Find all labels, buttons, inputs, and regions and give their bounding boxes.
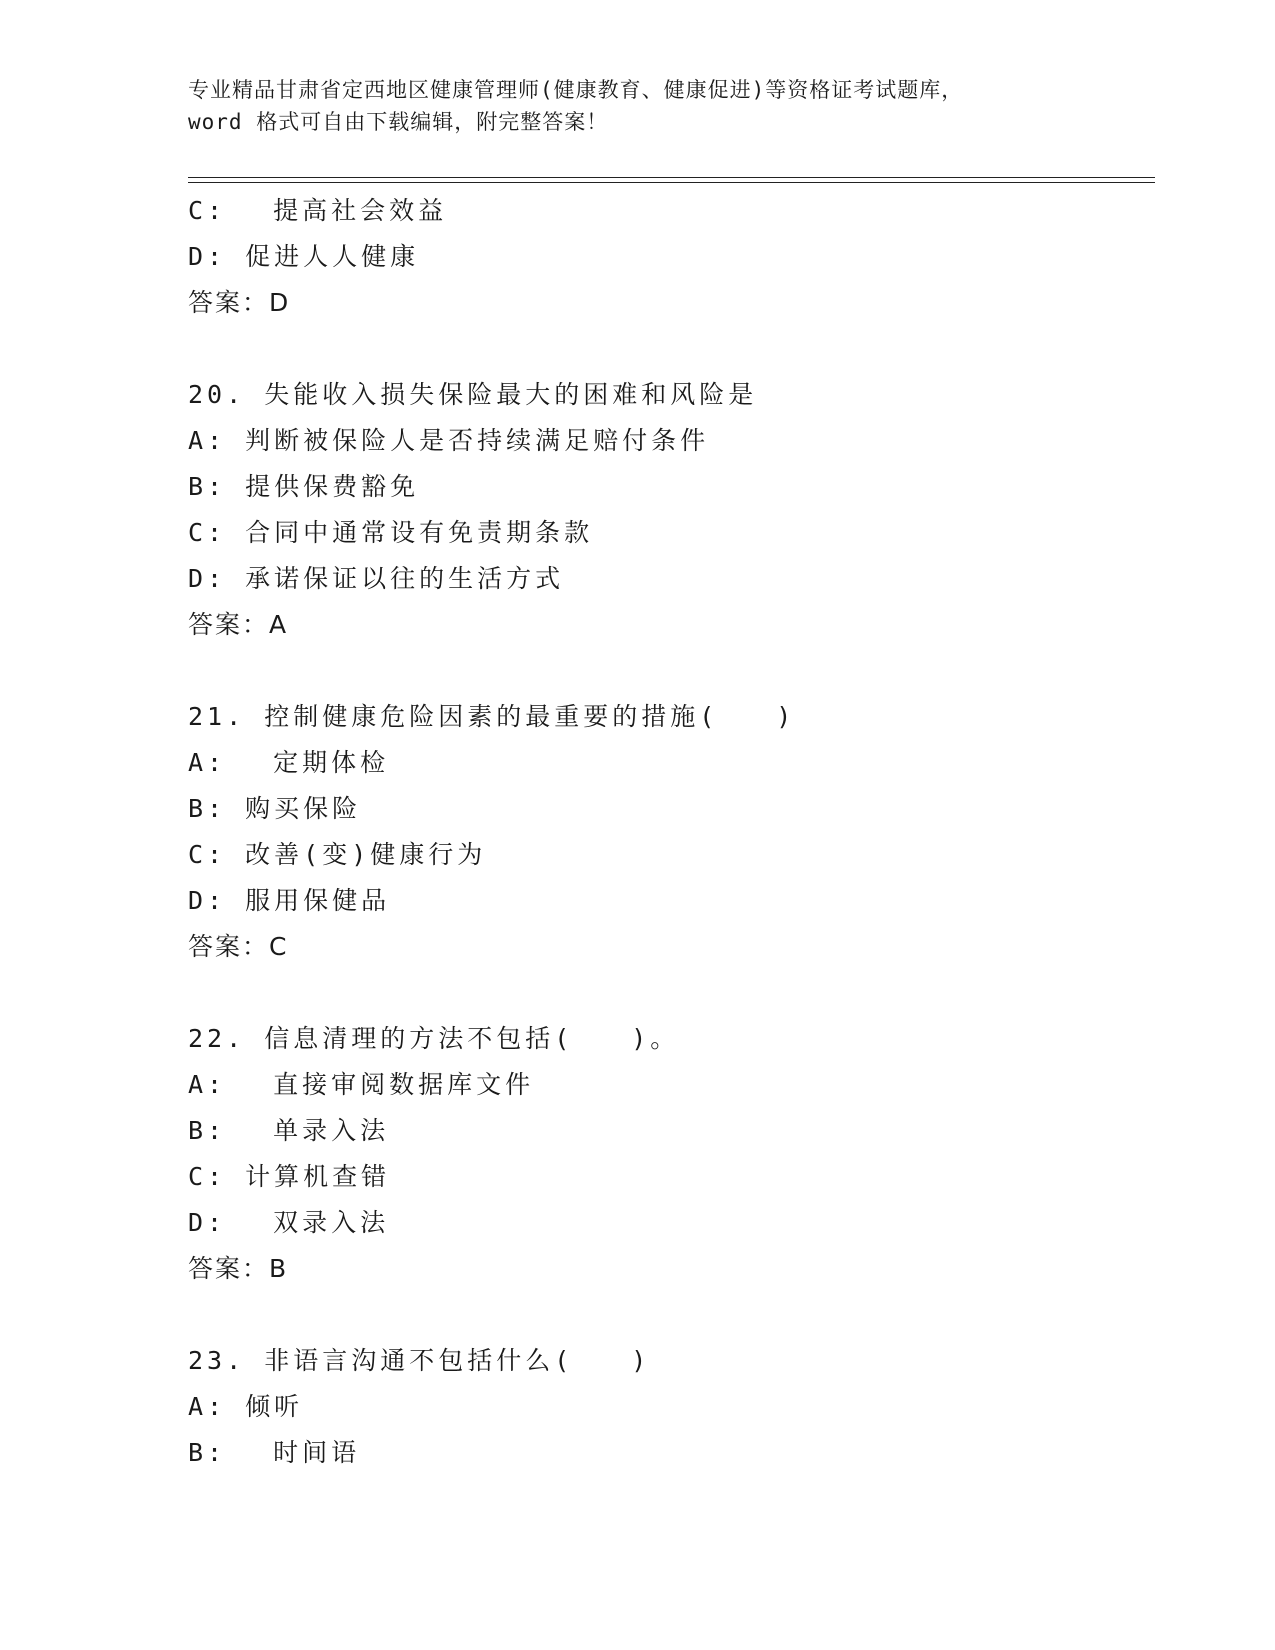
- question-stem: 21. 控制健康危险因素的最重要的措施( ): [188, 702, 796, 731]
- option-a: [188, 1384, 1148, 1430]
- option-c: [188, 832, 1148, 878]
- option-text: 直接审阅数据库文件: [273, 1070, 535, 1099]
- option-label: D:: [188, 564, 227, 593]
- option-label: A:: [188, 1070, 227, 1099]
- answer-label: 答案：: [188, 932, 270, 961]
- question-block-22: [188, 1016, 1148, 1292]
- option-text: 合同中通常设有免责期条款: [245, 518, 594, 547]
- option-label: B:: [188, 472, 227, 501]
- question-block-21: [188, 694, 1148, 970]
- option-text: 服用保健品: [245, 886, 391, 915]
- answer-value: A: [269, 610, 289, 639]
- option-a: [188, 418, 1148, 464]
- question-stem: 22. 信息清理的方法不包括( )。: [188, 1024, 680, 1053]
- option-text: 提高社会效益: [273, 196, 448, 225]
- document-header: [188, 74, 1088, 138]
- option-text: 判断被保险人是否持续满足赔付条件: [245, 426, 710, 455]
- option-d: [188, 556, 1148, 602]
- header-divider-top: [188, 177, 1155, 178]
- question-block-23: [188, 1338, 1148, 1476]
- option-text: 提供保费豁免: [245, 472, 420, 501]
- option-text: 承诺保证以往的生活方式: [245, 564, 565, 593]
- option-label: C:: [188, 196, 227, 225]
- option-label: B:: [188, 1116, 227, 1145]
- answer-line: [188, 924, 1148, 970]
- answer-line: [188, 1246, 1148, 1292]
- option-text: 单录入法: [273, 1116, 390, 1145]
- answer-line: [188, 602, 1148, 648]
- option-label: B:: [188, 1438, 227, 1467]
- option-b: [188, 1108, 1148, 1154]
- option-b: [188, 786, 1148, 832]
- option-text: 促进人人健康: [245, 242, 420, 271]
- answer-label: 答案：: [188, 288, 270, 317]
- option-c: [188, 510, 1148, 556]
- question-block-prev: [188, 188, 1148, 326]
- option-b: [188, 464, 1148, 510]
- question-stem: 20. 失能收入损失保险最大的困难和风险是: [188, 380, 758, 409]
- option-c: [188, 1154, 1148, 1200]
- option-label: C:: [188, 518, 227, 547]
- option-text: 购买保险: [245, 794, 362, 823]
- option-d: [188, 878, 1148, 924]
- option-text: 定期体检: [273, 748, 390, 777]
- option-text: 倾听: [245, 1392, 304, 1421]
- option-text: 改善(变)健康行为: [245, 840, 487, 869]
- option-text: 双录入法: [273, 1208, 390, 1237]
- question-block-20: [188, 372, 1148, 648]
- option-d: [188, 234, 1148, 280]
- option-a: [188, 1062, 1148, 1108]
- option-label: D:: [188, 886, 227, 915]
- option-c: [188, 188, 1148, 234]
- answer-line: [188, 280, 1148, 326]
- answer-value: D: [269, 288, 291, 317]
- option-b: [188, 1430, 1148, 1476]
- option-d: [188, 1200, 1148, 1246]
- answer-value: C: [269, 932, 289, 961]
- answer-value: B: [269, 1254, 289, 1283]
- option-label: D:: [188, 1208, 227, 1237]
- header-line-2: word 格式可自由下载编辑，附完整答案！: [188, 110, 609, 134]
- option-label: B:: [188, 794, 227, 823]
- question-list: [188, 188, 1148, 1476]
- option-label: A:: [188, 748, 227, 777]
- header-divider-bottom: [188, 182, 1155, 183]
- answer-label: 答案：: [188, 610, 270, 639]
- option-label: C:: [188, 1162, 227, 1191]
- option-label: C:: [188, 840, 227, 869]
- header-line-1: 专业精品甘肃省定西地区健康管理师(健康教育、健康促进)等资格证考试题库，: [188, 78, 964, 102]
- option-text: 计算机查错: [245, 1162, 391, 1191]
- option-label: A:: [188, 1392, 227, 1421]
- question-stem: 23. 非语言沟通不包括什么( ): [188, 1346, 651, 1375]
- option-label: D:: [188, 242, 227, 271]
- option-a: [188, 740, 1148, 786]
- option-label: A:: [188, 426, 227, 455]
- option-text: 时间语: [273, 1438, 361, 1467]
- answer-label: 答案：: [188, 1254, 270, 1283]
